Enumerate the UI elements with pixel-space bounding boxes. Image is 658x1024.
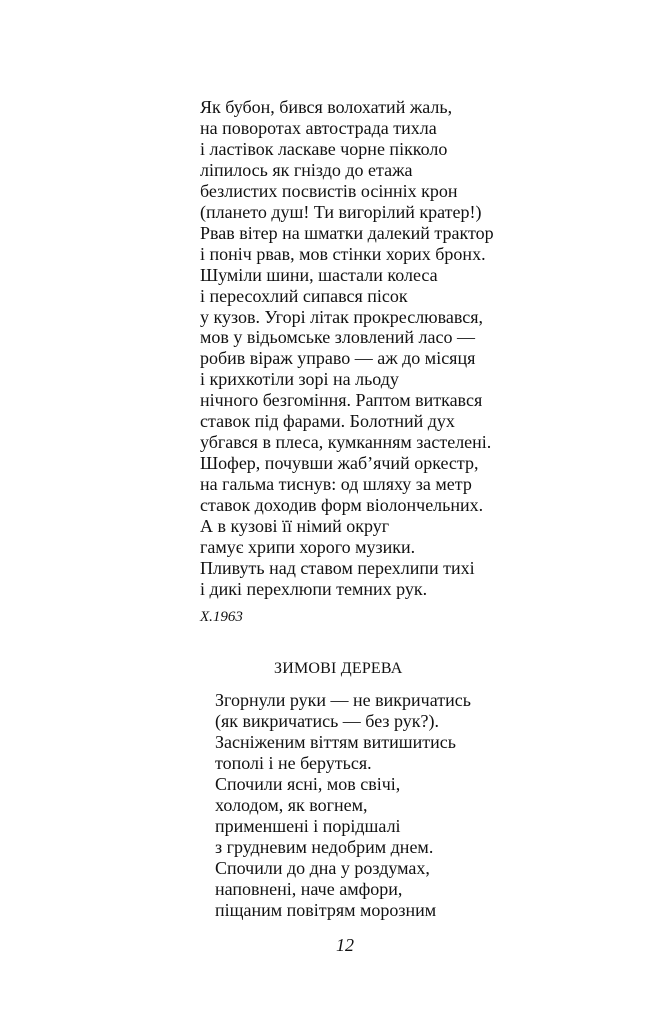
poem-line: безлистих посвистів осінніх крон (200, 180, 458, 201)
poem-line: (як викричатись — без рук?). (215, 710, 440, 731)
poem-line: і поніч рвав, мов стінки хорих бронх. (200, 243, 486, 264)
poem-line: ставок під фарами. Болотний дух (200, 411, 455, 432)
poem-line: і крихкотіли зорі на льоду (200, 369, 399, 390)
poem-line: Згорнули руки — не викричатись (215, 690, 471, 710)
poem-line: Спочили ясні, мов свічі, (215, 773, 401, 794)
poem-text-second (215, 690, 645, 920)
poem-line: Засніженим віттям витишитись (215, 731, 456, 752)
poem-line: наповнені, наче амфори, (215, 878, 403, 899)
poem-line: холодом, як вогнем, (215, 794, 368, 815)
poem-line: Спочили до дна у роздумах, (215, 857, 430, 878)
poem-line: піщаним повітрям морозним (215, 899, 437, 920)
poem-line: з грудневим недобрим днем. (215, 836, 434, 857)
poem-line: і ластівок ласкаве чорне пікколо (200, 138, 448, 159)
poem-line: убгався в плеса, кумканням застелені. (200, 432, 492, 453)
poem-line: нічного безгоміння. Раптом виткався (200, 390, 483, 411)
poem-line: робив віраж управо — аж до місяця (200, 348, 476, 369)
poem-date: X.1963 (200, 609, 243, 625)
poem-line: ліпилось як гніздо до етажа (200, 159, 413, 180)
poem-line: на гальма тиснув: од шляху за метр (200, 474, 472, 495)
poem-line: Як бубон, бився волохатий жаль, (200, 97, 453, 117)
poem-line: Рвав вітер на шматки далекий трактор (200, 222, 494, 243)
poem-line: і пересохлий сипався пісок (200, 285, 408, 306)
poem-line: і дикі перехлюпи темних рук. (200, 578, 428, 599)
poem-line: А в кузові її німий округ (200, 516, 390, 537)
poem-line: Шуміли шини, шастали колеса (200, 264, 438, 285)
poem-line: Пливуть над ставом перехлипи тихі (200, 557, 475, 578)
poem-line: у кузов. Угорі літак прокреслювався, (200, 306, 484, 327)
poem-line: гамує хрипи хорого музики. (200, 537, 416, 558)
poem-line: (плането душ! Ти вигорілий кратер!) (200, 201, 482, 222)
poem-title: ЗИМОВІ ДЕРЕВА (274, 660, 403, 677)
poem-line: тополі і не беруться. (215, 752, 372, 773)
poem-line: Шофер, почувши жаб’ячий оркестр, (200, 453, 479, 474)
page-number: 12 (336, 935, 354, 955)
poem-line: ставок доходив форм віолончельних. (200, 495, 484, 516)
poem-line: применшені і порідшалі (215, 815, 401, 836)
poem-line: на поворотах автострада тихла (200, 117, 437, 138)
poem-text (200, 97, 640, 600)
poem-line: мов у відьомське зловлений ласо — (200, 327, 475, 348)
